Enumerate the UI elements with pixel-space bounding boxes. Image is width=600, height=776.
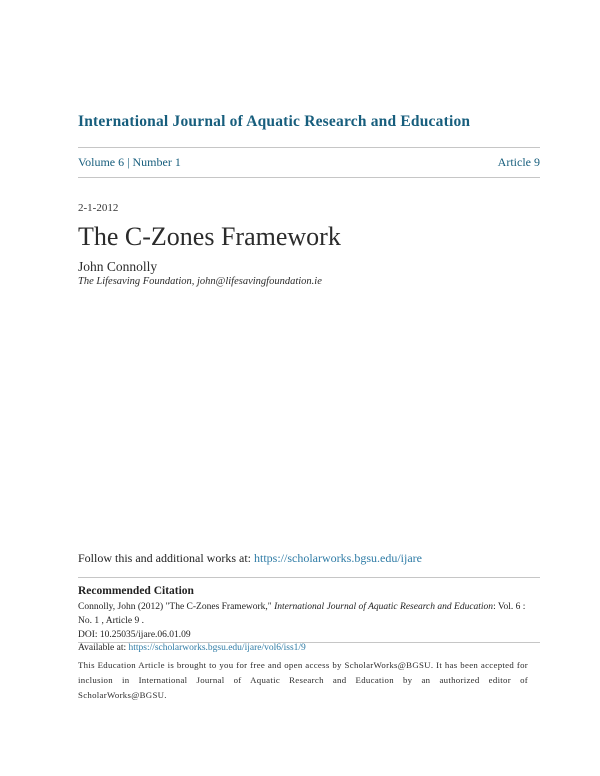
author-name: John Connolly [78,259,158,274]
journal-title: International Journal of Aquatic Research and Education [78,113,471,130]
follow-works-link[interactable]: https://scholarworks.bgsu.edu/ijare [254,551,422,565]
citation-available-label: Available at: [78,643,129,654]
follow-works-line [78,551,540,566]
citation-journal-name: International Journal of Aquatic Research and Education [274,602,494,612]
citation-text-post: : Vol. 6 : No. 1 , Article 9 . [78,602,526,626]
citation-doi: DOI: 10.25035/ijare.06.01.09 [78,629,191,640]
publication-date: 2-1-2012 [78,202,119,214]
article-title: The C-Zones Framework [78,222,341,251]
recommended-citation-heading: Recommended Citation [78,585,194,597]
divider-citation-top [78,577,540,578]
volume-number: Volume 6 | Number 1 [78,155,181,169]
issue-row [78,155,540,170]
divider-citation-bottom [78,642,540,643]
footer-note: This Education Article is brought to you for free and open access by ScholarWorks@BGSU. It has been accepted for inclusion in International Journal of Aquatic Research and Education by an authorized editor of ScholarWorks@BGSU. [78,660,528,700]
citation-line [78,601,540,629]
citation-available-link[interactable]: https://scholarworks.bgsu.edu/ijare/vol6/iss1/9 [128,643,306,654]
author-affiliation: The Lifesaving Foundation, john@lifesavingfoundation.ie [78,276,322,287]
citation-available-line [78,642,540,656]
article-number: Article 9 [497,155,540,169]
recommended-citation-block [78,601,540,656]
divider-top [78,147,540,148]
follow-works-label: Follow this and additional works at: [78,551,254,565]
divider-issue [78,177,540,178]
citation-text-pre: Connolly, John (2012) "The C-Zones Framework," [78,602,275,612]
